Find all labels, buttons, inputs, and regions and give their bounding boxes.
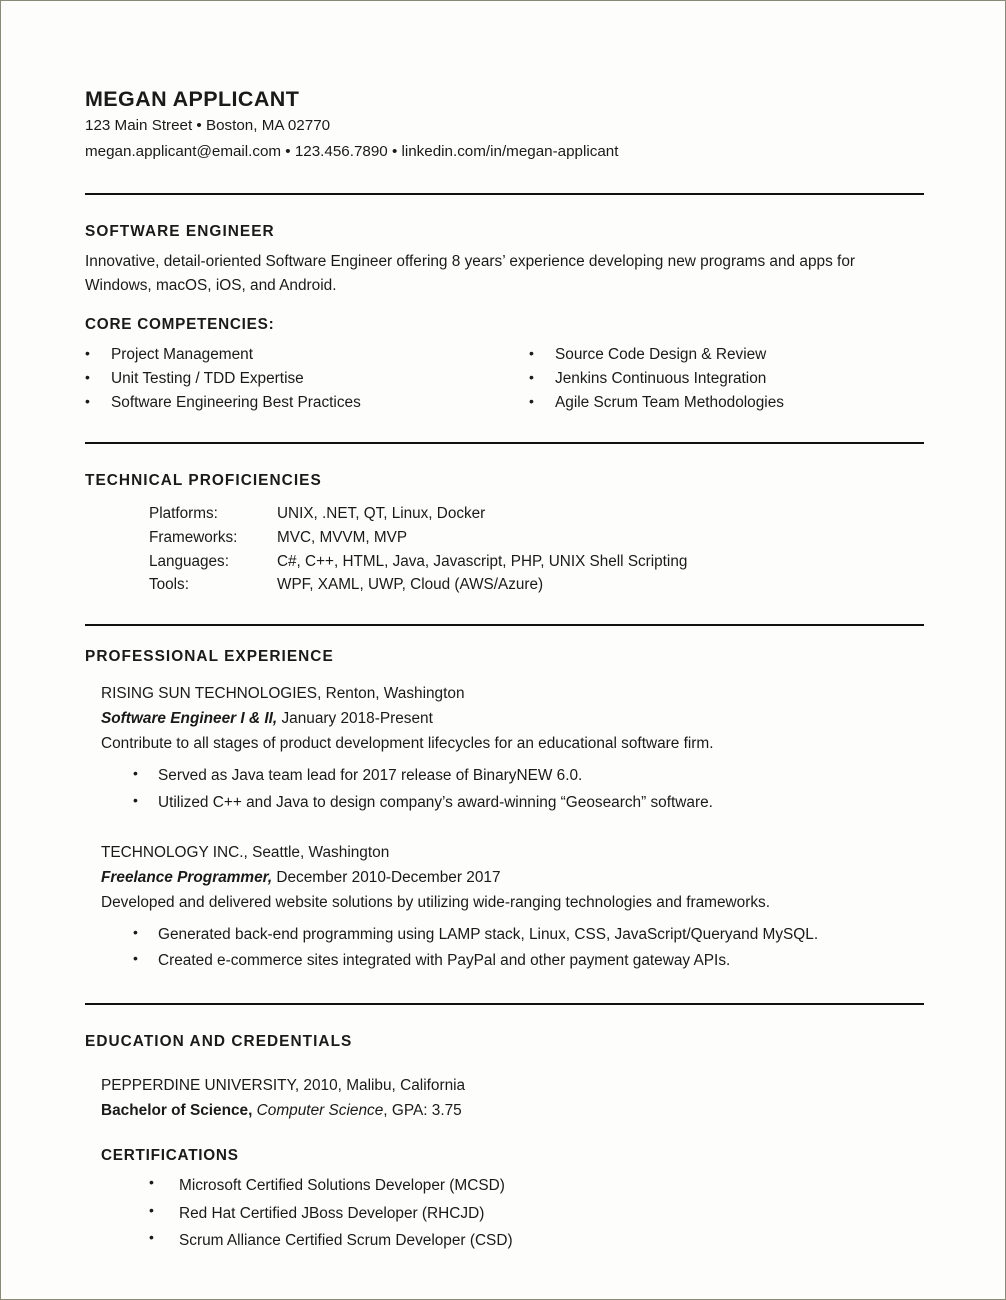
certification-label: Microsoft Certified Solutions Developer (MCSD) (179, 1176, 505, 1194)
list-item (149, 1227, 924, 1255)
bullet-icon: • (133, 923, 138, 940)
bullet-icon: • (529, 393, 534, 410)
list-item (149, 1200, 924, 1228)
core-competencies-heading: CORE COMPETENCIES: (85, 316, 275, 334)
resume-header (85, 1, 924, 165)
job-company: RISING SUN TECHNOLOGIES, Renton, Washington (101, 685, 465, 703)
section-heading-professional-experience: PROFESSIONAL EXPERIENCE (85, 648, 334, 666)
technical-table (85, 490, 924, 597)
tech-value: WPF, XAML, UWP, Cloud (AWS/Azure) (277, 576, 544, 594)
certification-label: Red Hat Certified JBoss Developer (RHCJD) (179, 1204, 485, 1222)
bullet-icon: • (133, 791, 138, 808)
bullet-icon: • (85, 393, 90, 410)
tech-label: Frameworks: (149, 528, 238, 546)
tech-label: Tools: (149, 576, 189, 594)
list-item (85, 922, 924, 948)
job-title-line (85, 707, 924, 732)
job-dates: December 2010-December 2017 (272, 869, 501, 887)
technical-proficiencies-section (85, 444, 924, 597)
job-bullet-list (85, 757, 924, 816)
list-item (85, 790, 924, 816)
list-item (529, 343, 924, 367)
summary-text: Innovative, detail-oriented Software Engineer offering 8 years’ experience developing new programs and apps for Windows, macOS, iOS, and Android. (85, 252, 855, 294)
bullet-icon: • (149, 1201, 154, 1218)
competency-label: Unit Testing / TDD Expertise (111, 370, 304, 388)
education-major: Computer Science (252, 1101, 384, 1119)
job-bullet-text: Created e-commerce sites integrated with PayPal and other payment gateway APIs. (158, 952, 731, 970)
bullet-icon: • (85, 345, 90, 362)
competencies-column-2 (480, 343, 924, 415)
tech-label: Platforms: (149, 505, 218, 523)
bullet-icon: • (133, 950, 138, 967)
section-heading-technical-proficiencies: TECHNICAL PROFICIENCIES (85, 472, 322, 490)
section-heading-education-and-credentials: EDUCATION AND CREDENTIALS (85, 1032, 353, 1050)
education-gpa: , GPA: 3.75 (383, 1101, 462, 1119)
list-item (149, 1172, 924, 1200)
job-title-line (85, 866, 924, 891)
bullet-icon: • (149, 1229, 154, 1246)
table-row (149, 573, 924, 597)
job-title: Freelance Programmer, (101, 869, 273, 887)
list-item (529, 391, 924, 415)
tech-value: UNIX, .NET, QT, Linux, Docker (277, 505, 486, 523)
list-item (85, 763, 924, 789)
list-item (529, 367, 924, 391)
tech-value: MVC, MVVM, MVP (277, 528, 408, 546)
summary-section (85, 195, 924, 415)
bullet-icon: • (529, 369, 534, 386)
table-row (149, 502, 924, 526)
education-degree-line (101, 1099, 924, 1124)
bullet-icon: • (85, 369, 90, 386)
experience-entry (85, 666, 924, 816)
job-title: Software Engineer I & II, (101, 710, 278, 728)
competency-label: Software Engineering Best Practices (111, 394, 361, 412)
list-item (85, 367, 480, 391)
bullet-icon: • (149, 1173, 154, 1190)
section-heading-software-engineer: SOFTWARE ENGINEER (85, 222, 275, 240)
job-description: Contribute to all stages of product development lifecycles for an educational software firm. (101, 735, 714, 753)
education-degree: Bachelor of Science, (101, 1101, 253, 1119)
list-item (85, 948, 924, 974)
experience-section (85, 626, 924, 975)
table-row (149, 550, 924, 574)
job-bullet-text: Generated back-end programming using LAMP stack, Linux, CSS, JavaScript/Queryand MySQL. (158, 925, 819, 943)
job-bullet-text: Utilized C++ and Java to design company’s award-winning “Geosearch” software. (158, 793, 713, 811)
education-school: PEPPERDINE UNIVERSITY, 2010, Malibu, California (101, 1076, 466, 1094)
resume-content (85, 1, 924, 1255)
job-bullet-list (85, 916, 924, 975)
list-item (85, 391, 480, 415)
competencies-column-1 (85, 343, 480, 415)
bullet-icon: • (133, 765, 138, 782)
job-dates: January 2018-Present (277, 710, 433, 728)
job-description: Developed and delivered website solutions by utilizing wide-ranging technologies and frameworks. (101, 893, 771, 911)
job-bullet-text: Served as Java team lead for 2017 release of BinaryNEW 6.0. (158, 767, 583, 785)
education-section (85, 1005, 924, 1255)
address-line: 123 Main Street • Boston, MA 02770 (85, 116, 331, 134)
competency-label: Project Management (111, 346, 254, 364)
tech-value: C#, C++, HTML, Java, Javascript, PHP, UNIX Shell Scripting (277, 552, 688, 570)
applicant-name: MEGAN APPLICANT (85, 87, 300, 111)
competency-label: Agile Scrum Team Methodologies (555, 394, 784, 412)
tech-label: Languages: (149, 552, 229, 570)
table-row (149, 526, 924, 550)
experience-entry (85, 816, 924, 975)
certifications-heading: CERTIFICATIONS (101, 1146, 239, 1164)
certifications-list (85, 1165, 924, 1255)
education-entry (85, 1051, 924, 1124)
competency-label: Jenkins Continuous Integration (555, 370, 767, 388)
bullet-icon: • (529, 345, 534, 362)
job-company: TECHNOLOGY INC., Seattle, Washington (101, 844, 390, 862)
certification-label: Scrum Alliance Certified Scrum Developer (CSD) (179, 1232, 513, 1250)
competency-label: Source Code Design & Review (555, 346, 767, 364)
contact-line: megan.applicant@email.com • 123.456.7890 • linkedin.com/in/megan-applicant (85, 143, 619, 161)
core-competencies-columns (85, 334, 924, 415)
list-item (85, 343, 480, 367)
